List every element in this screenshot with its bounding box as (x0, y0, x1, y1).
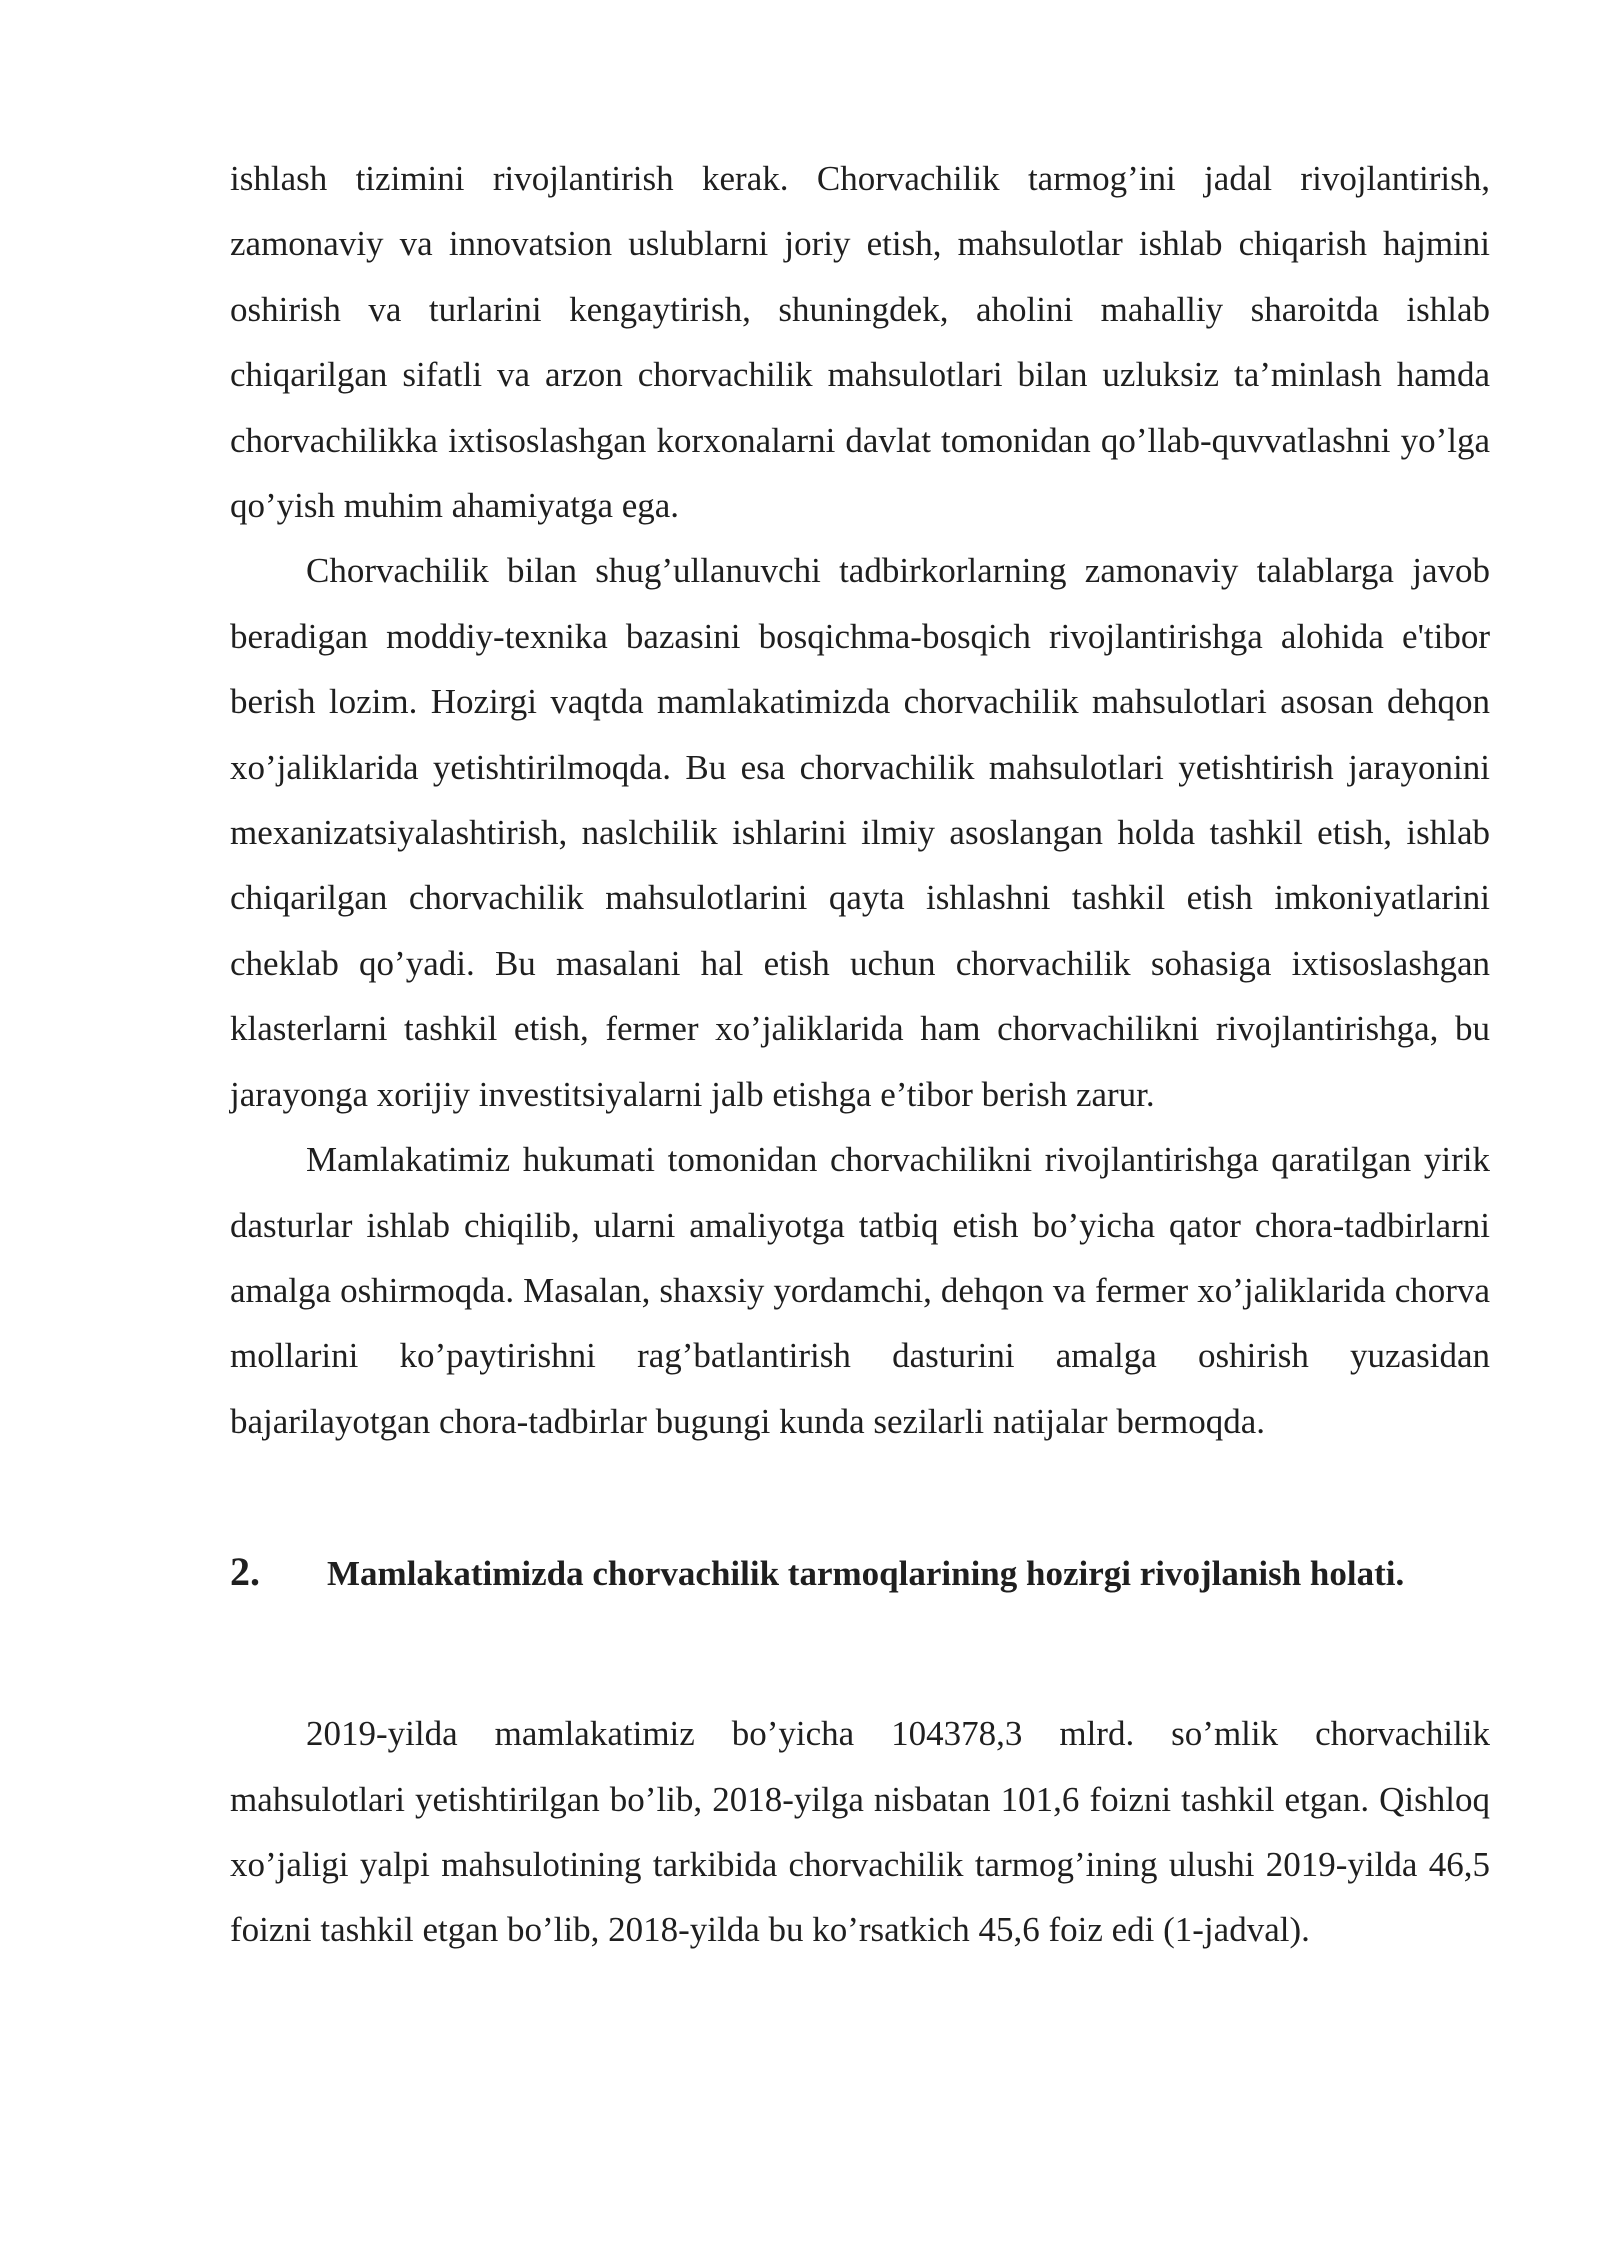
section-number: 2. (230, 1549, 260, 1595)
section-title: Mamlakatimizda chorvachilik tarmoqlarining hozirgi rivojlanish holati. (327, 1554, 1405, 1594)
section-heading (230, 1539, 1490, 1607)
paragraph-government-programs: Mamlakatimiz hukumati tomonidan chorvachilikni rivojlantirishga qaratilgan yirik dasturlar ishlab chiqilib, ularni amaliyotga tatbiq etish bo’yicha qator chora-tadbirlarni amalga oshirmoqda. Masalan, shaxsiy yordamchi, dehqon va fermer xo’jaliklarida chorva mollarini ko’paytirishni rag’batlantirish dasturini amalga oshirish yuzasidan bajarilayotgan chora-tadbirlar bugungi kunda sezilarli natijalar bermoqda. (230, 1140, 1490, 1441)
paragraph-continuation: ishlash tizimini rivojlantirish kerak. Chorvachilik tarmog’ini jadal rivojlantirish, zamonaviy va innovatsion uslublarni joriy etish, mahsulotlar ishlab chiqarish hajmini oshirish va turlarini kengaytirish, shuningdek, aholini mahalliy sharoitda ishlab chiqarilgan sifatli va arzon chorvachilik mahsulotlari bilan uzluksiz ta’minlash hamda chorvachilikka ixtisoslashgan korxonalarni davlat tomonidan qo’llab-quvvatlashni yo’lga qo’yish muhim ahamiyatga ega. (230, 159, 1490, 526)
paragraph-entrepreneurs: Chorvachilik bilan shug’ullanuvchi tadbirkorlarning zamonaviy talablarga javob beradigan moddiy-texnika bazasini bosqichma-bosqich rivojlantirishga alohida e'tibor berish lozim. Hozirgi vaqtda mamlakatimizda chorvachilik mahsulotlari asosan dehqon xo’jaliklarida yetishtirilmoqda. Bu esa chorvachilik mahsulotlari yetishtirish jarayonini mexanizatsiyalashtirish, naslchilik ishlarini ilmiy asoslangan holda tashkil etish, ishlab chiqarilgan chorvachilik mahsulotlarini qayta ishlashni tashkil etish imkoniyatlarini cheklab qo’yadi. Bu masalani hal etish uchun chorvachilik sohasiga ixtisoslashgan klasterlarni tashkil etish, fermer xo’jaliklarida ham chorvachilikni rivojlantirishga, bu jarayonga xorijiy investitsiyalarni jalb etishga e’tibor berish zarur. (230, 551, 1490, 1114)
paragraph-statistics: 2019-yilda mamlakatimiz bo’yicha 104378,3 mlrd. so’mlik chorvachilik mahsulotlari yetishtirilgan bo’lib, 2018-yilga nisbatan 101,6 foizni tashkil etgan. Qishloq xo’jaligi yalpi mahsulotining tarkibida chorvachilik tarmog’ining ulushi 2019-yilda 46,5 foizni tashkil etgan bo’lib, 2018-yilda bu ko’rsatkich 45,6 foiz edi (1-jadval). (230, 1714, 1490, 1950)
document-body (230, 146, 1490, 1963)
